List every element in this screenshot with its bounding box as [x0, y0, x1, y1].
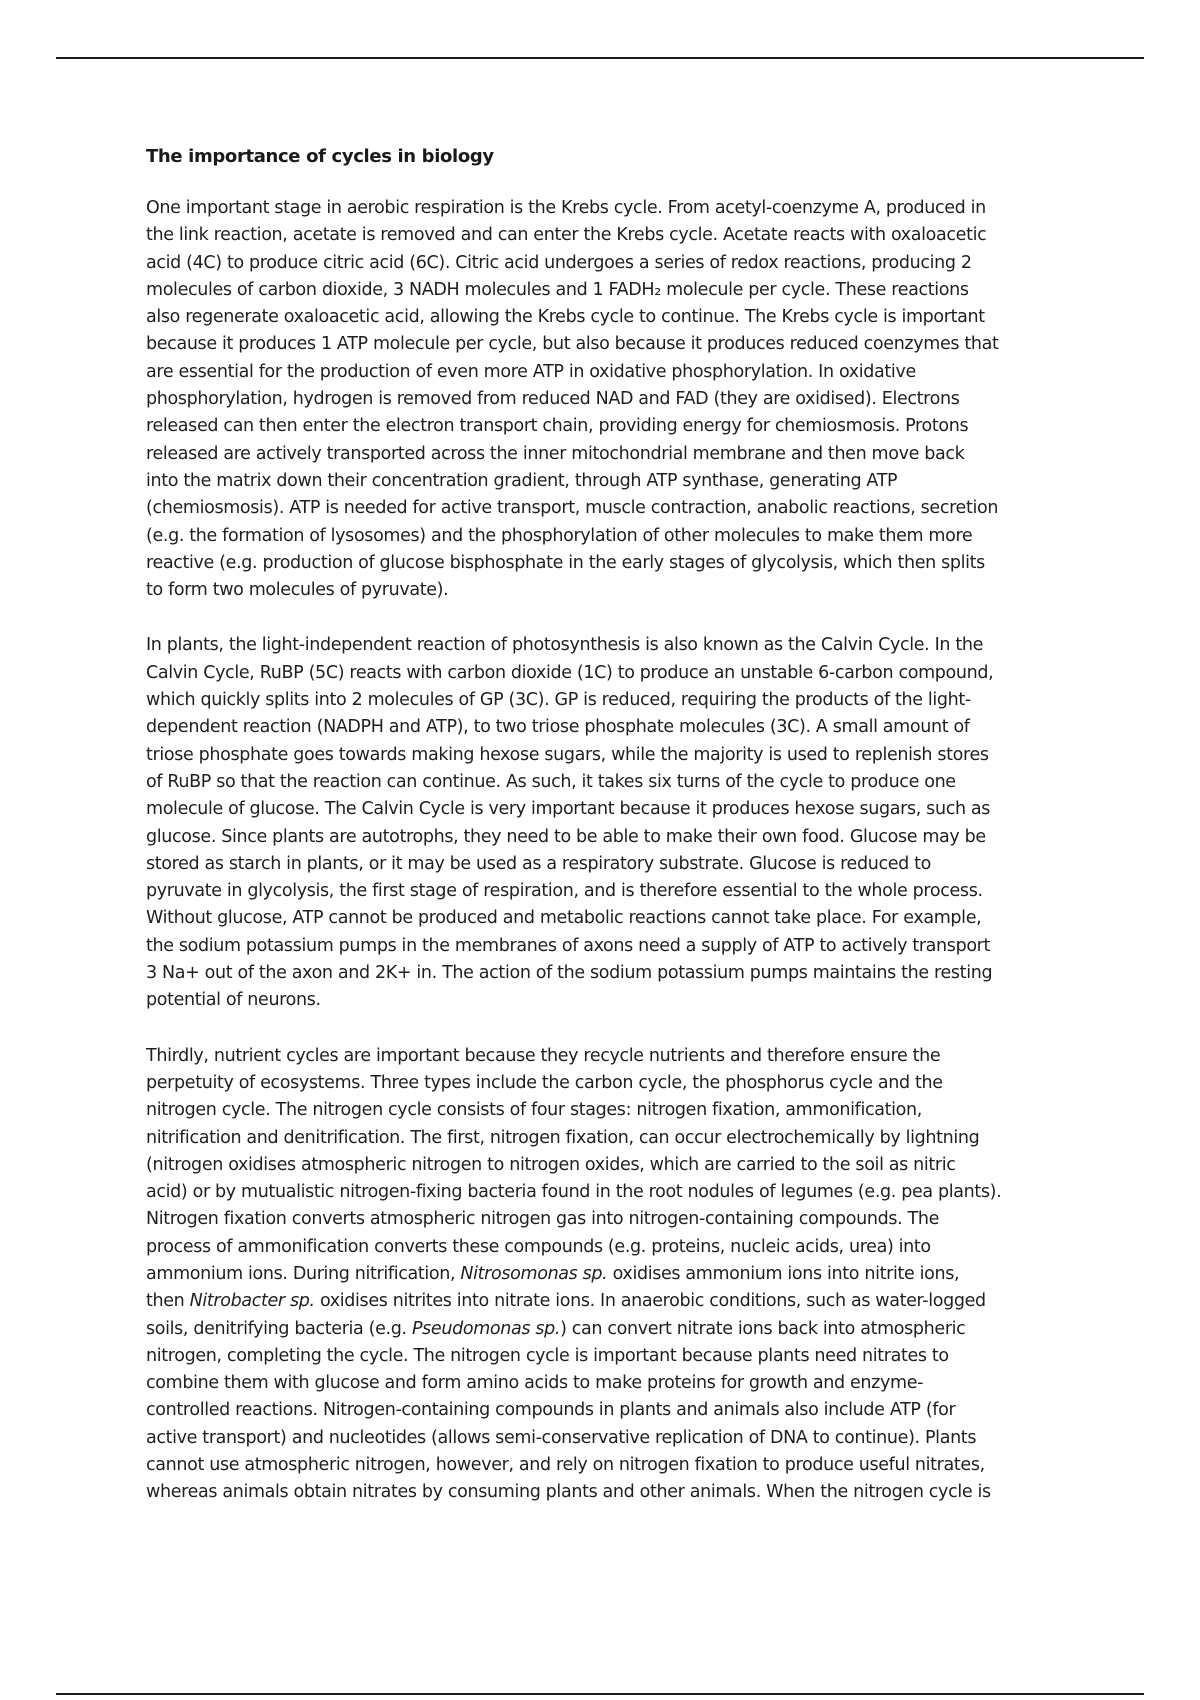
- text-run: soils, denitrifying bacteria (e.g.: [146, 1318, 412, 1339]
- text-line: because it produces 1 ATP molecule per cycle, but also because it produces reduced coenzymes that: [146, 334, 999, 355]
- text-run: oxidises nitrites into nitrate ions. In anaerobic conditions, such as water-logged: [314, 1291, 986, 1312]
- text-line: Calvin Cycle, RuBP (5C) reacts with carbon dioxide (1C) to produce an unstable 6-carbon compound,: [146, 662, 994, 683]
- species-name: Pseudomonas sp.: [411, 1318, 561, 1339]
- footer-rule: [56, 1693, 1144, 1695]
- text-line: Thirdly, nutrient cycles are important because they recycle nutrients and therefore ensure the: [146, 1045, 941, 1066]
- text-line: (chemiosmosis). ATP is needed for active transport, muscle contraction, anabolic reactions, secretion: [146, 498, 999, 519]
- text-line: which quickly splits into 2 molecules of GP (3C). GP is reduced, requiring the products of the light-: [146, 690, 971, 711]
- text-line: the sodium potassium pumps in the membranes of axons need a supply of ATP to actively transport: [146, 935, 991, 956]
- text-line: are essential for the production of even more ATP in oxidative phosphorylation. In oxidative: [146, 361, 916, 382]
- text-line: 3 Na+ out of the axon and 2K+ in. The action of the sodium potassium pumps maintains the resting: [146, 963, 993, 984]
- text-line: pyruvate in glycolysis, the first stage of respiration, and is therefore essential to the whole process.: [146, 881, 983, 902]
- text-line: process of ammonification converts these compounds (e.g. proteins, nucleic acids, urea) into: [146, 1236, 931, 1257]
- text-run: oxidises ammonium ions into nitrite ions,: [607, 1263, 960, 1284]
- text-line: (e.g. the formation of lysosomes) and the phosphorylation of other molecules to make them more: [146, 525, 973, 546]
- text-line: molecules of carbon dioxide, 3 NADH molecules and 1 FADH₂ molecule per cycle. These reactions: [146, 279, 969, 300]
- text-line: nitrification and denitrification. The first, nitrogen fixation, can occur electrochemically by lightning: [146, 1127, 980, 1148]
- text-line: reactive (e.g. production of glucose bisphosphate in the early stages of glycolysis, which then splits: [146, 552, 985, 573]
- text-line: nitrogen, completing the cycle. The nitrogen cycle is important because plants need nitrates to: [146, 1345, 949, 1366]
- text-line: stored as starch in plants, or it may be used as a respiratory substrate. Glucose is reduced to: [146, 853, 931, 874]
- text-run: ) can convert nitrate ions back into atmospheric: [560, 1318, 966, 1339]
- text-line: acid (4C) to produce citric acid (6C). Citric acid undergoes a series of redox reactions, producing 2: [146, 252, 972, 273]
- text-line: Nitrogen fixation converts atmospheric nitrogen gas into nitrogen-containing compounds. The: [146, 1209, 940, 1230]
- text-line: phosphorylation, hydrogen is removed from reduced NAD and FAD (they are oxidised). Electrons: [146, 389, 960, 410]
- paragraph-nutrient-cycles: [146, 1043, 1076, 1507]
- text-line: glucose. Since plants are autotrophs, they need to be able to make their own food. Glucose may be: [146, 826, 986, 847]
- text-line: whereas animals obtain nitrates by consuming plants and other animals. When the nitrogen cycle is: [146, 1482, 991, 1503]
- text-line: molecule of glucose. The Calvin Cycle is very important because it produces hexose sugars, such as: [146, 799, 991, 820]
- text-run: then: [146, 1291, 190, 1312]
- text-line: controlled reactions. Nitrogen-containing compounds in plants and animals also include ATP (for: [146, 1400, 956, 1421]
- text-line: active transport) and nucleotides (allows semi-conservative replication of DNA to continue). Plants: [146, 1427, 977, 1448]
- text-line: released can then enter the electron transport chain, providing energy for chemiosmosis. Protons: [146, 416, 969, 437]
- text-line: Without glucose, ATP cannot be produced and metabolic reactions cannot take place. For example,: [146, 908, 982, 929]
- species-name: Nitrosomonas sp.: [460, 1263, 608, 1284]
- text-line: triose phosphate goes towards making hexose sugars, while the majority is used to replenish stores: [146, 744, 989, 765]
- text-line: cannot use atmospheric nitrogen, however, and rely on nitrogen fixation to produce useful nitrates,: [146, 1455, 985, 1476]
- species-name: Nitrobacter sp.: [189, 1291, 315, 1312]
- text-line: combine them with glucose and form amino acids to make proteins for growth and enzyme-: [146, 1373, 924, 1394]
- text-line: dependent reaction (NADPH and ATP), to two triose phosphate molecules (3C). A small amount of: [146, 717, 970, 738]
- text-line: perpetuity of ecosystems. Three types include the carbon cycle, the phosphorus cycle and the: [146, 1072, 943, 1093]
- text-line: to form two molecules of pyruvate).: [146, 580, 449, 601]
- text-line: One important stage in aerobic respiration is the Krebs cycle. From acetyl-coenzyme A, produced in: [146, 198, 986, 218]
- text-line: also regenerate oxaloacetic acid, allowing the Krebs cycle to continue. The Krebs cycle is important: [146, 307, 985, 328]
- text-line: nitrogen cycle. The nitrogen cycle consists of four stages: nitrogen fixation, ammonification,: [146, 1100, 922, 1121]
- text-line: released are actively transported across the inner mitochondrial membrane and then move back: [146, 443, 965, 464]
- paragraph-krebs-cycle: [146, 195, 1076, 604]
- text-line: [146, 1316, 1076, 1343]
- text-line: In plants, the light-independent reaction of photosynthesis is also known as the Calvin Cycle. In the: [146, 635, 984, 656]
- text-line: potential of neurons.: [146, 990, 321, 1011]
- text-line: the link reaction, acetate is removed and can enter the Krebs cycle. Acetate reacts with oxaloacetic: [146, 225, 987, 246]
- text-line: of RuBP so that the reaction can continue. As such, it takes six turns of the cycle to produce one: [146, 771, 956, 792]
- text-line: (nitrogen oxidises atmospheric nitrogen to nitrogen oxides, which are carried to the soil as nitric: [146, 1154, 956, 1175]
- text-line: [146, 1288, 1076, 1315]
- header-rule: [56, 57, 1144, 59]
- text-run: ammonium ions. During nitrification,: [146, 1263, 461, 1284]
- document-page: [146, 143, 1076, 1535]
- text-line: into the matrix down their concentration gradient, through ATP synthase, generating ATP: [146, 470, 898, 491]
- text-line: acid) or by mutualistic nitrogen-fixing bacteria found in the root nodules of legumes (e.g. pea plants).: [146, 1182, 1002, 1203]
- text-line: [146, 1261, 1076, 1288]
- paragraph-calvin-cycle: [146, 632, 1076, 1014]
- document-title: The importance of cycles in biology: [146, 146, 494, 167]
